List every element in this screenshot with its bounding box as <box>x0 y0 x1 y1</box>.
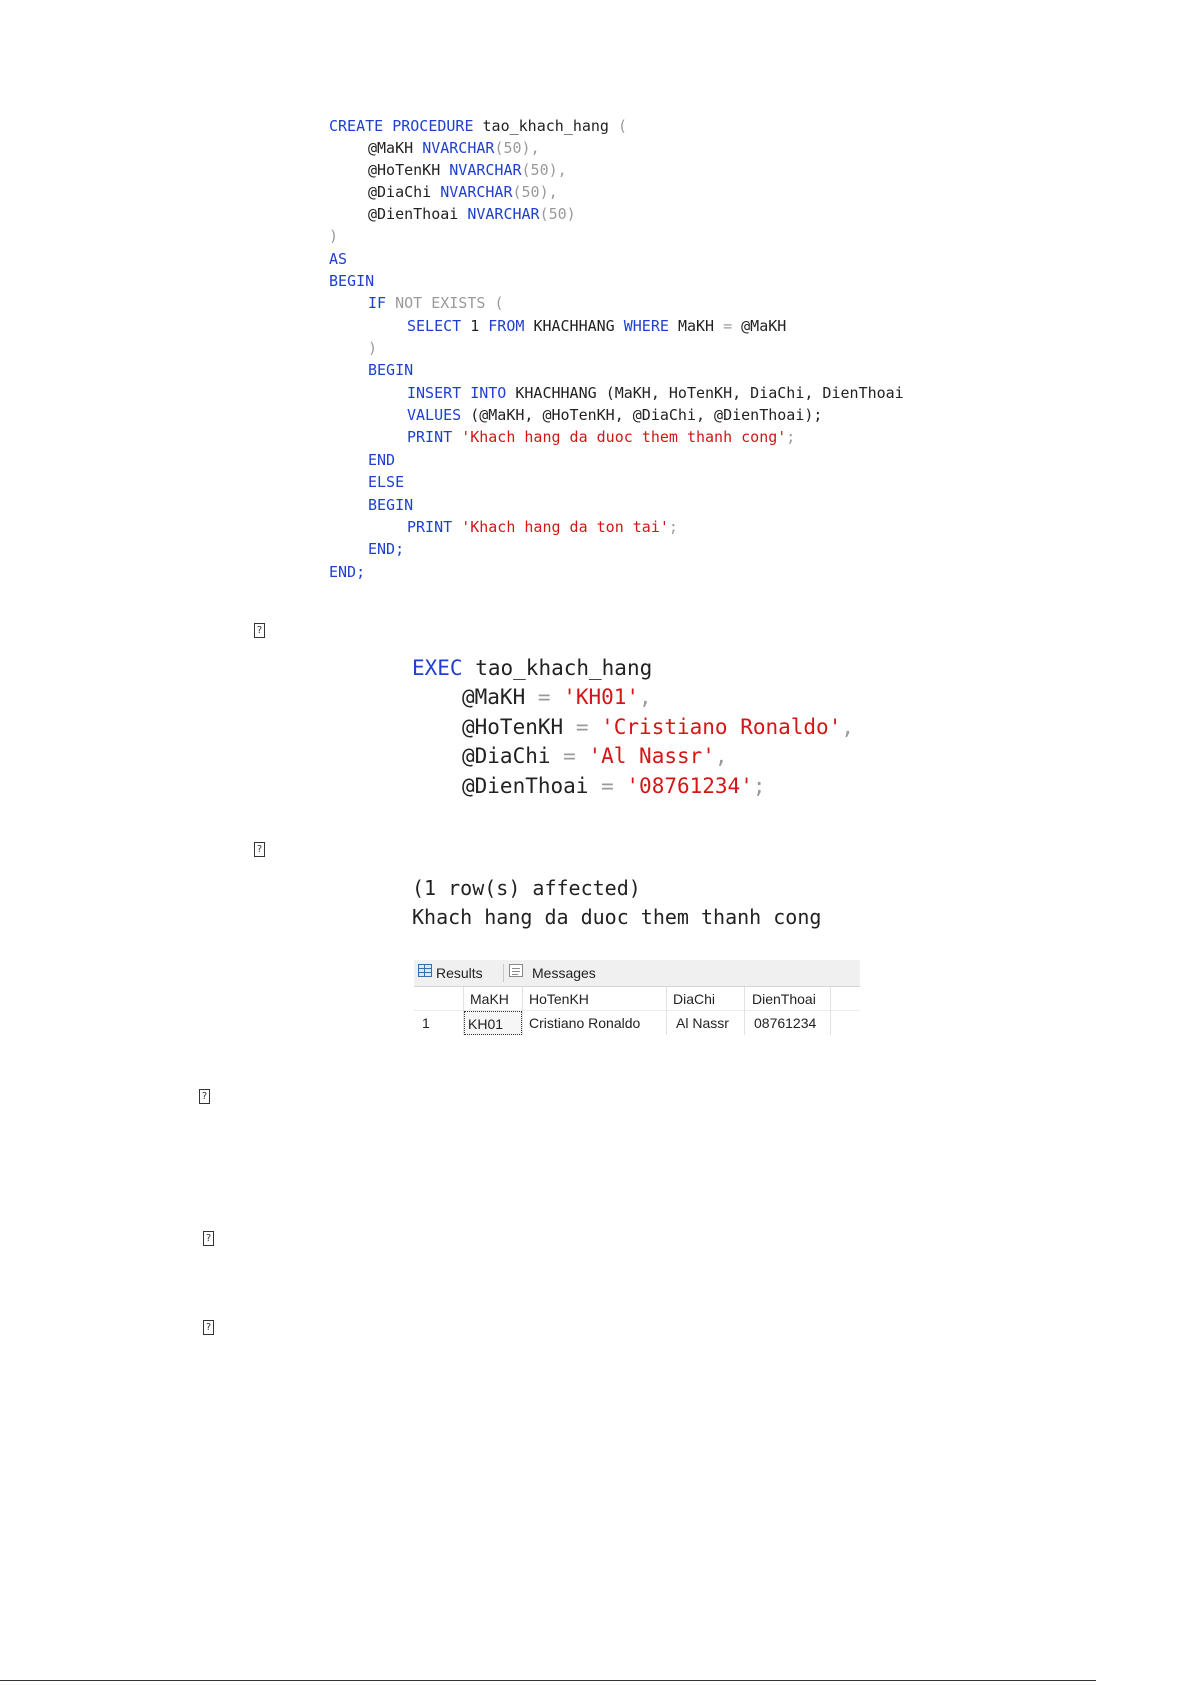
param-type: NVARCHAR <box>422 139 495 157</box>
cell-hotenkh[interactable]: Cristiano Ronaldo <box>529 1015 641 1031</box>
code-line-insert <box>407 382 904 404</box>
param-size: (50) <box>512 183 549 201</box>
missing-glyph-icon: ? <box>203 1231 214 1246</box>
footer-rule <box>0 1680 1090 1681</box>
comma: , <box>714 744 728 768</box>
kw-into: INTO <box>470 384 507 402</box>
kw-if: IF <box>368 294 387 312</box>
code-line-end2: END; <box>368 540 405 558</box>
kw-where: WHERE <box>623 317 669 335</box>
param-name: @DiaChi <box>368 183 432 201</box>
exec-line-call <box>412 654 652 683</box>
exec-line-arg4 <box>462 772 766 801</box>
code-line-begin: BEGIN <box>329 272 375 290</box>
column-divider <box>830 987 831 1035</box>
param-name: @MaKH <box>741 317 787 335</box>
results-tab-bar <box>414 960 860 987</box>
comma: , <box>841 715 854 739</box>
kw-values: VALUES <box>407 406 462 424</box>
procedure-name: tao_khach_hang <box>482 117 609 135</box>
param-name: @DiaChi <box>462 744 551 768</box>
equals-sign: = <box>723 317 733 335</box>
code-line-begin3: BEGIN <box>368 496 414 514</box>
param-name: @MaKH <box>368 139 414 157</box>
column-header-diachi[interactable]: DiaChi <box>673 991 716 1007</box>
param-size: (50) <box>521 161 558 179</box>
tab-results[interactable]: Results <box>436 965 483 981</box>
code-line-param1 <box>368 137 540 159</box>
code-line-param2 <box>368 159 567 181</box>
column-list: (MaKH, HoTenKH, DiaChi, DienThoai <box>605 384 904 402</box>
values-args: (@MaKH, @HoTenKH, @DiaChi, @DienThoai); <box>470 406 823 424</box>
semicolon: ; <box>752 774 766 798</box>
code-line-param3 <box>368 181 558 203</box>
param-size: (50) <box>494 139 531 157</box>
code-line-end1: END <box>368 451 396 469</box>
kw-create: CREATE <box>329 117 384 135</box>
column-header-dienthoai[interactable]: DienThoai <box>752 991 816 1007</box>
code-line-param4 <box>368 203 576 225</box>
table-name: KHACHHANG <box>515 384 597 402</box>
param-name: @MaKH <box>462 685 526 709</box>
comma: , <box>639 685 652 709</box>
kw-from: FROM <box>488 317 525 335</box>
column-divider <box>744 987 745 1035</box>
kw-not-exists: NOT EXISTS <box>395 294 486 312</box>
string-literal: 'Al Nassr' <box>588 744 715 768</box>
exec-line-arg2 <box>462 713 854 742</box>
cell-dienthoai[interactable]: 08761234 <box>754 1015 817 1031</box>
param-comma: , <box>548 183 558 201</box>
equals-sign: = <box>575 715 589 739</box>
select-one: 1 <box>470 317 480 335</box>
cell-makh[interactable]: KH01 <box>464 1011 522 1035</box>
tab-separator <box>503 964 504 982</box>
code-line-else: ELSE <box>368 473 405 491</box>
kw-exec: EXEC <box>412 656 463 680</box>
code-line-end3: END; <box>329 563 366 581</box>
column-divider <box>522 987 523 1035</box>
kw-insert: INSERT <box>407 384 462 402</box>
missing-glyph-icon: ? <box>254 842 265 857</box>
column-header-makh[interactable]: MaKH <box>470 991 509 1007</box>
string-literal: 'Khach hang da duoc them thanh cong' <box>461 428 787 446</box>
cell-diachi[interactable]: Al Nassr <box>676 1015 729 1031</box>
table-name: KHACHHANG <box>533 317 615 335</box>
param-type: NVARCHAR <box>449 161 522 179</box>
code-line-close-paren2: ) <box>368 339 378 357</box>
kw-print: PRINT <box>407 428 453 446</box>
param-comma: , <box>557 161 567 179</box>
code-line-print2 <box>407 516 678 538</box>
kw-procedure: PROCEDURE <box>392 117 474 135</box>
param-name: @DienThoai <box>462 774 589 798</box>
string-literal: 'Khach hang da ton tai' <box>461 518 669 536</box>
procedure-name: tao_khach_hang <box>475 656 653 680</box>
param-type: NVARCHAR <box>440 183 513 201</box>
param-type: NVARCHAR <box>467 205 540 223</box>
code-line-print1 <box>407 426 795 448</box>
kw-print: PRINT <box>407 518 453 536</box>
code-line-if <box>368 292 503 314</box>
param-name: @HoTenKH <box>462 715 564 739</box>
open-paren: ( <box>618 117 628 135</box>
semicolon: ; <box>668 518 678 536</box>
row-number: 1 <box>422 1015 430 1031</box>
string-literal: 'KH01' <box>563 685 640 709</box>
string-literal: '08761234' <box>626 774 753 798</box>
tab-messages[interactable]: Messages <box>532 965 596 981</box>
code-line-as: AS <box>329 250 348 268</box>
exec-line-arg3 <box>462 742 728 771</box>
code-line-values <box>407 404 822 426</box>
semicolon: ; <box>786 428 796 446</box>
param-comma: , <box>530 139 540 157</box>
equals-sign: = <box>537 685 551 709</box>
column-header-hotenkh[interactable]: HoTenKH <box>529 991 589 1007</box>
equals-sign: = <box>563 744 576 768</box>
missing-glyph-icon: ? <box>254 623 265 638</box>
code-line-close-paren: ) <box>329 227 339 245</box>
column-divider <box>666 987 667 1035</box>
param-size: (50) <box>539 205 576 223</box>
code-line-select <box>407 315 786 337</box>
kw-select: SELECT <box>407 317 462 335</box>
footer-rule-tick <box>1090 1680 1096 1681</box>
results-grid-icon <box>418 964 432 977</box>
missing-glyph-icon: ? <box>203 1320 214 1335</box>
code-line-begin2: BEGIN <box>368 361 414 379</box>
code-line-create <box>329 115 627 137</box>
column-name: MaKH <box>677 317 715 335</box>
results-grid <box>414 960 860 1042</box>
string-literal: 'Cristiano Ronaldo' <box>601 715 842 739</box>
equals-sign: = <box>601 774 614 798</box>
messages-icon <box>509 964 523 977</box>
param-name: @DienThoai <box>368 205 459 223</box>
exec-line-arg1 <box>462 683 652 712</box>
output-row-count: (1 row(s) affected) <box>412 876 641 900</box>
missing-glyph-icon: ? <box>199 1089 210 1104</box>
output-message: Khach hang da duoc them thanh cong <box>412 905 822 929</box>
param-name: @HoTenKH <box>368 161 441 179</box>
open-paren: ( <box>494 294 504 312</box>
